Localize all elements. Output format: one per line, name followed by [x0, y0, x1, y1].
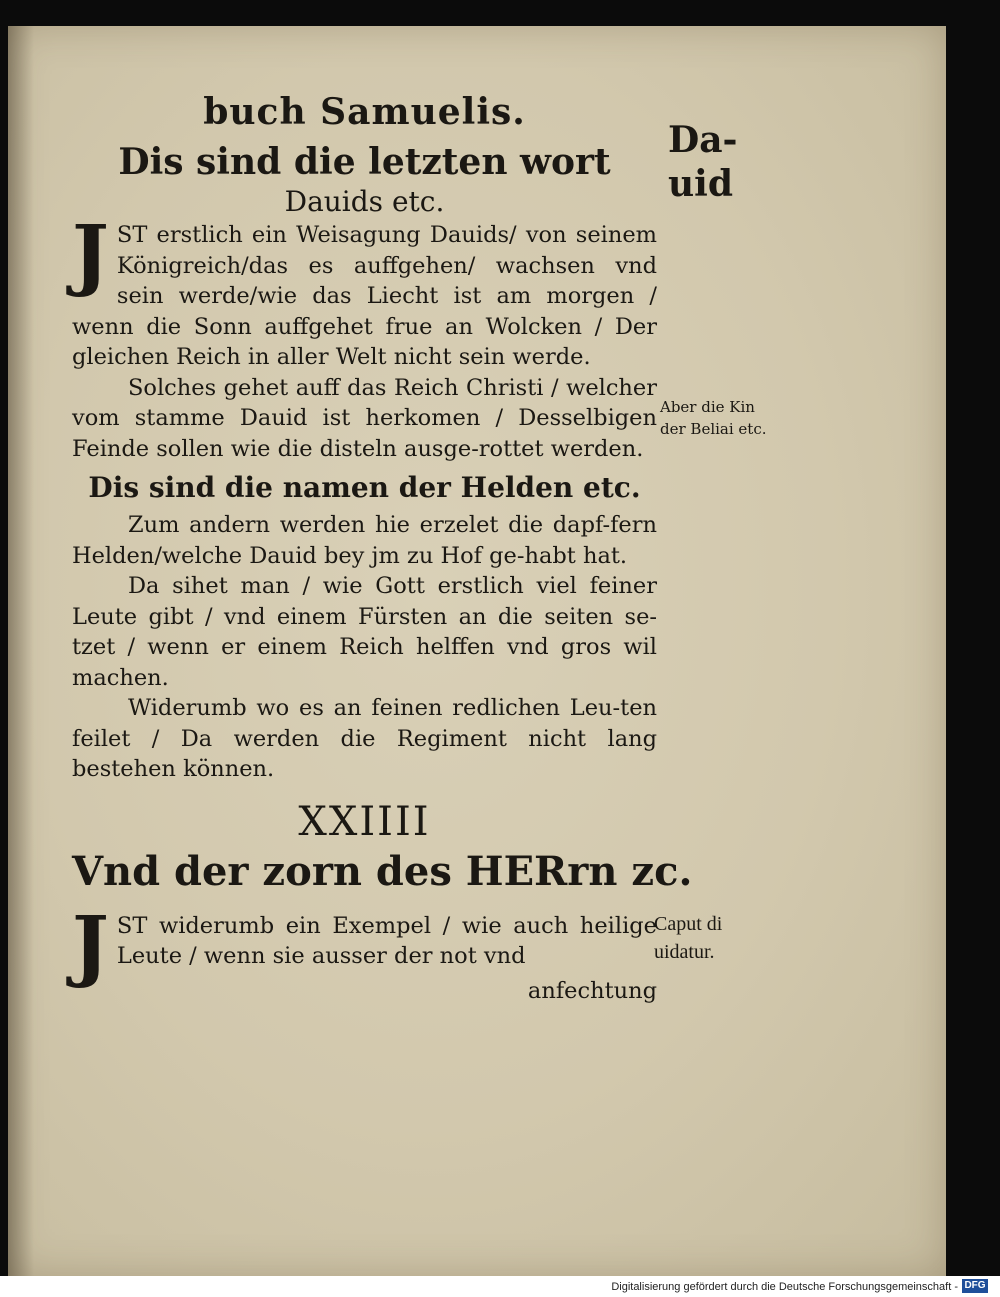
paragraph-prophecy-text: ST erstlich ein Weisagung Dauids/ von seinem Königreich/das es auffgehen/ wachsen vnd sein werde/wie das Liecht ist am morgen / wenn die Sonn auffgehet frue an Wolcken / Der gleichen Reich in aller Welt nicht sein werde. [72, 222, 657, 370]
dfg-logo-icon[interactable]: DFG [962, 1279, 988, 1293]
paragraph-helden: Zum andern werden hie erzelet die dapf-fern Helden/welche Dauid bey jm zu Hof ge-habt hat. [72, 512, 657, 569]
paragraph-reich-christi: Solches gehet auff das Reich Christi / welcher vom stamme Dauid ist herkomen / Desselbigen Feinde sollen wie die disteln ausge-rottet werden. [72, 374, 657, 462]
minor-heading-helden: Dis sind die namen der Helden etc. [88, 471, 641, 504]
paragraph-exempel-text: ST widerumb ein Exempel / wie auch heilige Leute / wenn sie ausser der not vnd [116, 912, 657, 969]
paragraph-regiment: Widerumb wo es an feinen redlichen Leu-ten feilet / Da werden die Regiment nicht lang bestehen können. [72, 695, 657, 782]
marginal-note-beliai: Aber die Kin der Beliai etc. [660, 398, 767, 438]
catchword: anfechtung [527, 977, 657, 1004]
chapter-heading: Vnd der zorn des HERrn zc. [72, 847, 693, 895]
paragraph-gott-leute: Da sihet man / wie Gott erstlich viel feiner Leute gibt / vnd einem Fürsten an die seiten se-tzet / wenn er einem Reich helffen vnd gros wil machen. [72, 573, 657, 691]
page-gutter-shadow [8, 26, 34, 1276]
paragraph-prophecy [72, 209, 657, 373]
running-head: buch Samuelis. [203, 91, 526, 133]
section-subtitle: Dauids etc. [284, 185, 445, 218]
drop-capital-chapter: J [72, 899, 109, 991]
marginal-note-david: Da-uid [668, 119, 738, 205]
digitization-credit: Digitalisierung gefördert durch die Deutsche Forschungsgemeinschaft - [611, 1281, 958, 1293]
section-title: Dis sind die letzten wort [118, 141, 611, 183]
chapter-number: XXIIII [298, 798, 431, 845]
drop-capital: J [72, 209, 109, 300]
marginal-note-caput: Caput di uidatur. [654, 913, 723, 963]
